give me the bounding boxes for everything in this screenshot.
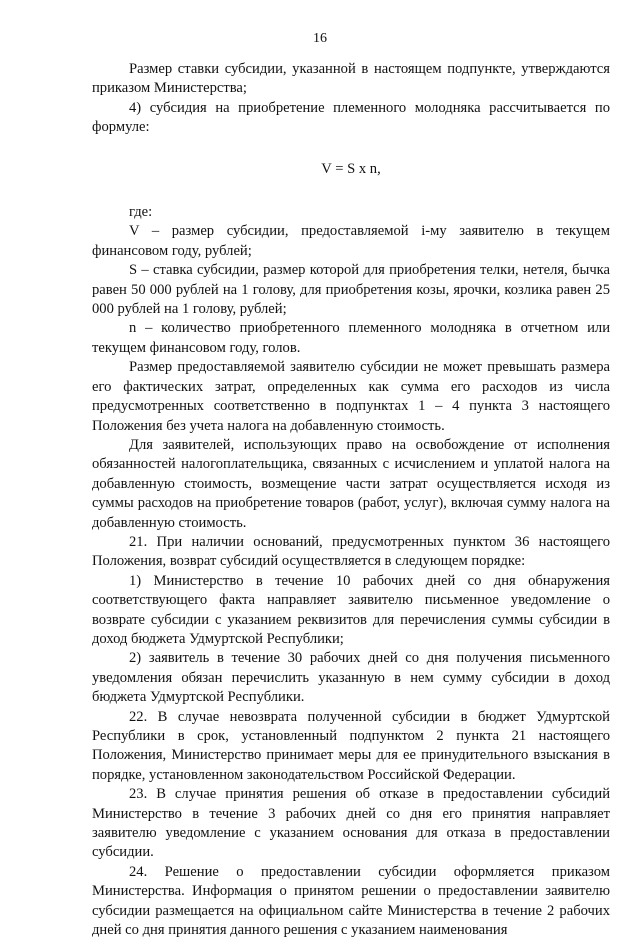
paragraph-22: 22. В случае невозврата полученной субсидии в бюджет Удмуртской Республики в срок, установленный подпунктом 2 пункта 21 настоящего Положения, Министерство принимает меры для ее принудительного взыскания в порядке, установленном законодательством Российской Федерации. <box>92 708 610 783</box>
page-number: 16 <box>313 31 327 46</box>
paragraph-21-item-1: 1) Министерство в течение 10 рабочих дней со дня обнаружения соответствующего факта направляет заявителю письменное уведомление о возврате субсидии с указанием реквизитов для перечисления суммы субсидии в доход бюджета Удмуртской Республики; <box>92 572 610 647</box>
formula: V = S x n, <box>321 160 381 177</box>
paragraph-24: 24. Решение о предоставлении субсидии оформляется приказом Министерства. Информация о принятом решении о предоставлении заявителю субсидии размещается на официальном сайте Министерства в течение 2 рабочих дней со дня принятия данного решения с указанием наименования <box>92 863 610 939</box>
paragraph-23: 23. В случае принятия решения об отказе в предоставлении субсидий Министерство в течение 3 рабочих дней со дня его принятия направляет заявителю уведомление с указанием основания для отказа в предоставлении субсидии. <box>92 786 610 861</box>
paragraph-subpoint-4: 4) субсидия на приобретение племенного молодняка рассчитывается по формуле: <box>92 99 610 136</box>
definition-n: n – количество приобретенного племенного молодняка в отчетном или текущем финансовом году, голов. <box>92 320 610 356</box>
paragraph-subsidy-rate-approval: Размер ставки субсидии, указанной в настоящем подпункте, утверждаются приказом Министерства; <box>92 61 610 97</box>
paragraph-21-item-2: 2) заявитель в течение 30 рабочих дней со дня получения письменного уведомления обязан перечислить указанную в нем сумму субсидии в доход бюджета Удмуртской Республики. <box>92 650 610 706</box>
paragraph-21: 21. При наличии оснований, предусмотренных пунктом 36 настоящего Положения, возврат субсидий осуществляется в следующем порядке: <box>92 533 610 570</box>
paragraph-where: где: <box>129 204 153 221</box>
definition-v: V – размер субсидии, предоставляемой i-му заявителю в текущем финансовом году, рублей; <box>92 223 610 259</box>
paragraph-vat-exemption: Для заявителей, использующих право на освобождение от исполнения обязанностей налогоплательщика, связанных с исчислением и уплатой налога на добавленную стоимость, возмещение части затрат осуществляется исходя из суммы расходов на приобретение товаров (работ, услуг), включая сумму налога на добавленную стоимость. <box>92 436 610 531</box>
definition-s: S – ставка субсидии, размер которой для приобретения телки, нетеля, бычка равен 50 000 рублей на 1 голову, для приобретения козы, ярочки, козлика равен 25 000 рублей на 1 голову, рублей; <box>92 262 610 318</box>
document-body <box>92 60 610 940</box>
paragraph-subsidy-limit: Размер предоставляемой заявителю субсидии не может превышать размера его фактических затрат, определенных как сумма его расходов из числа предусмотренных соответственно в подпунктах 1 – 4 пункта 3 настоящего Положения без учета налога на добавленную стоимость. <box>92 359 610 434</box>
